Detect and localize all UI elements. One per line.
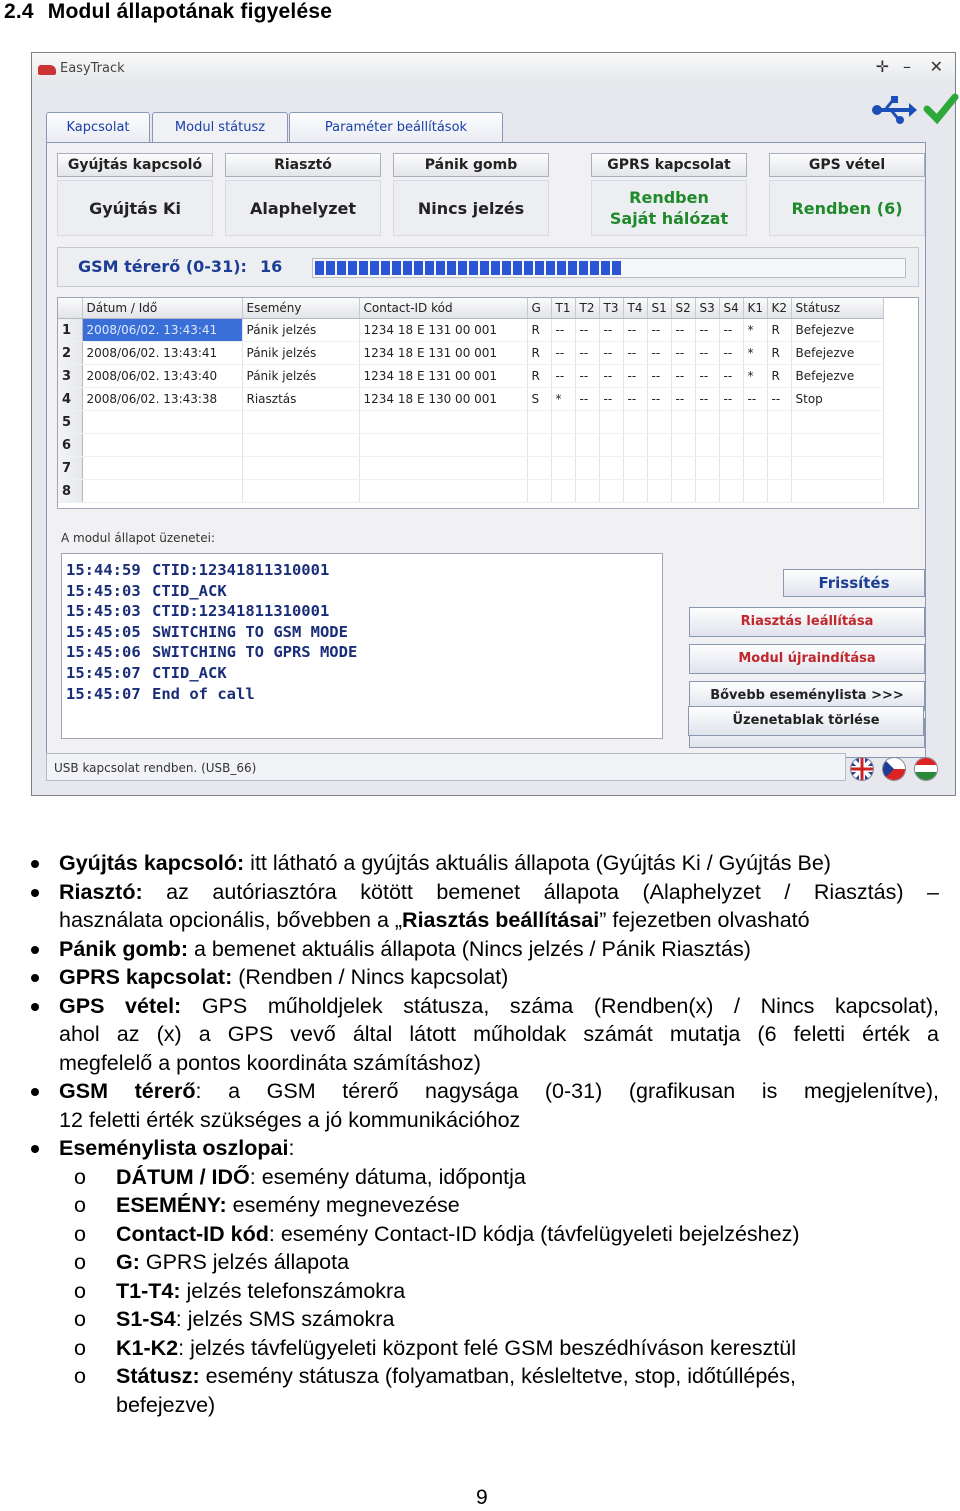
table-cell [575, 480, 599, 503]
table-cell: -- [623, 388, 647, 411]
table-cell: -- [671, 388, 695, 411]
gsm-signal-fill [315, 261, 623, 275]
sub-bullet-icon: o [74, 1307, 86, 1331]
table-cell: * [743, 342, 767, 365]
bullet-line: Pánik gomb: a bemenet aktuális állapota (Nincs jelzés / Pánik Riasztás) [59, 936, 751, 961]
event-grid[interactable] [57, 297, 919, 509]
grid-header-cell[interactable]: G [527, 298, 551, 319]
bullet-line: használata opcionális, bővebben a „Riasztás beállításai” fejezetben olvasható [59, 908, 810, 932]
sub-bullet-icon: o [74, 1221, 86, 1246]
table-cell [82, 434, 242, 457]
table-cell [743, 411, 767, 434]
table-cell [767, 411, 791, 434]
table-row[interactable] [58, 434, 883, 457]
bullet-line: GPRS kapcsolat: (Rendben / Nincs kapcsolat) [59, 965, 509, 989]
grid-header-cell[interactable]: T3 [599, 298, 623, 319]
table-cell [527, 434, 551, 457]
table-cell: -- [695, 342, 719, 365]
flag-uk-icon[interactable] [850, 757, 874, 781]
table-cell: * [743, 365, 767, 388]
module-restart-button[interactable]: Modul újraindítása [689, 644, 925, 674]
status-bar: USB kapcsolat rendben. (USB_66) [46, 753, 846, 781]
table-cell [359, 457, 527, 480]
table-row[interactable] [58, 365, 883, 388]
bullet-item [59, 935, 939, 964]
message-text: CTID_ACK [152, 663, 227, 682]
table-cell [671, 434, 695, 457]
grid-header-row [58, 298, 883, 319]
bullet-line: megfelelő a pontos koordináta számításhoz) [59, 1050, 481, 1075]
gps-status [769, 153, 925, 235]
gsm-label: GSM térerő (0-31): [78, 257, 247, 276]
table-cell: -- [695, 388, 719, 411]
sub-bullet-icon: o [74, 1250, 86, 1274]
table-cell [647, 411, 671, 434]
table-cell [575, 411, 599, 434]
sub-item: o ESEMÉNY: esemény megnevezése [116, 1191, 916, 1220]
grid-header-cell[interactable]: Státusz [791, 298, 883, 319]
table-cell [599, 480, 623, 503]
message-time: 15:45:03 [66, 602, 141, 621]
table-cell: -- [599, 365, 623, 388]
table-cell: 1234 18 E 130 00 001 [359, 388, 527, 411]
section-number: 2.4 [4, 0, 34, 23]
message-line [66, 663, 662, 684]
table-cell [242, 457, 359, 480]
bullet-line: Eseménylista oszlopai: [59, 1136, 295, 1160]
table-cell: -- [575, 319, 599, 342]
table-cell [647, 457, 671, 480]
table-cell [719, 457, 743, 480]
table-cell: -- [647, 365, 671, 388]
table-cell: R [527, 342, 551, 365]
flag-cz-icon[interactable] [882, 757, 906, 781]
table-cell: 2008/06/02. 13:43:38 [82, 388, 242, 411]
table-cell [551, 457, 575, 480]
sub-item: o K1-K2: jelzés távfelügyeleti központ felé GSM beszédhíváson keresztül [116, 1334, 916, 1363]
messages-box[interactable] [61, 553, 663, 739]
alarm-header: Riasztó [225, 153, 381, 177]
table-cell: -- [719, 342, 743, 365]
table-cell: S [527, 388, 551, 411]
tab-parameter-beallitasok[interactable]: Paraméter beállítások [289, 112, 503, 142]
table-cell: R [767, 319, 791, 342]
gps-header: GPS vétel [769, 153, 925, 177]
bullet-item [59, 992, 939, 1078]
table-cell: -- [647, 388, 671, 411]
ignition-status [57, 153, 213, 235]
table-cell [359, 411, 527, 434]
table-cell [791, 480, 883, 503]
table-cell [82, 411, 242, 434]
table-cell [623, 480, 647, 503]
gprs-status [591, 153, 747, 235]
table-cell: * [743, 319, 767, 342]
table-cell [791, 457, 883, 480]
table-cell: -- [599, 319, 623, 342]
table-cell [695, 411, 719, 434]
message-text: CTID_ACK [152, 581, 227, 600]
table-cell [671, 480, 695, 503]
table-cell [719, 411, 743, 434]
table-cell: -- [551, 342, 575, 365]
table-cell [695, 480, 719, 503]
row-number: 6 [58, 434, 82, 457]
grid-header-cell[interactable]: S4 [719, 298, 743, 319]
table-cell: 1234 18 E 131 00 001 [359, 365, 527, 388]
sub-item: o G: GPRS jelzés állapota [116, 1248, 916, 1277]
table-cell: -- [695, 365, 719, 388]
bullet-icon [31, 946, 39, 954]
table-cell [791, 434, 883, 457]
table-cell: -- [599, 388, 623, 411]
table-cell: -- [719, 319, 743, 342]
flag-hu-icon[interactable] [914, 757, 938, 781]
table-row[interactable] [58, 411, 883, 434]
table-row[interactable] [58, 388, 883, 411]
window-title: EasyTrack [60, 61, 125, 76]
grid-header-cell[interactable]: T4 [623, 298, 647, 319]
table-cell [242, 411, 359, 434]
grid-header-cell[interactable]: T2 [575, 298, 599, 319]
grid-header-cell[interactable]: T1 [551, 298, 575, 319]
bullet-line: GPS vétel: GPS műholdjelek státusza, száma (Rendben(x) / Nincs kapcsolat), [59, 993, 939, 1018]
message-time: 15:45:05 [66, 622, 141, 641]
bullet-item [59, 1134, 939, 1163]
usb-icon [871, 95, 917, 125]
sub-bullet-icon: o [74, 1164, 86, 1189]
sub-bullet-icon: o [74, 1193, 86, 1217]
table-row[interactable] [58, 457, 883, 480]
gprs-header: GPRS kapcsolat [591, 153, 747, 177]
sub-item: o S1-S4: jelzés SMS számokra [116, 1305, 916, 1334]
table-cell: -- [623, 365, 647, 388]
table-cell: -- [647, 319, 671, 342]
table-cell: -- [719, 365, 743, 388]
sub-bullet-icon: o [74, 1335, 86, 1360]
table-cell [767, 480, 791, 503]
alarm-status [225, 153, 381, 235]
refresh-button[interactable]: Frissítés [783, 569, 925, 597]
table-cell [575, 457, 599, 480]
table-cell: Pánik jelzés [242, 319, 359, 342]
table-cell: Pánik jelzés [242, 342, 359, 365]
sub-item: o Contact-ID kód: esemény Contact-ID kódja (távfelügyeleti bejelzéshez) [116, 1220, 916, 1249]
row-number: 7 [58, 457, 82, 480]
table-cell [671, 411, 695, 434]
message-text: End of call [152, 684, 255, 703]
bullet-line: Riasztó: az autóriasztóra kötött bemenet állapota (Alaphelyzet / Riasztás) – [59, 879, 939, 904]
table-cell: -- [599, 342, 623, 365]
table-cell [647, 434, 671, 457]
message-line [66, 622, 662, 643]
table-cell: -- [767, 388, 791, 411]
table-cell [527, 480, 551, 503]
app-window [31, 52, 956, 796]
table-cell: -- [551, 319, 575, 342]
message-time: 15:45:06 [66, 643, 141, 662]
clear-messages-button[interactable]: Üzenetablak törlése [688, 706, 924, 736]
table-cell: 2008/06/02. 13:43:41 [82, 342, 242, 365]
message-time: 15:45:07 [66, 684, 141, 703]
table-cell [82, 457, 242, 480]
table-cell: -- [623, 342, 647, 365]
message-text: SWITCHING TO GPRS MODE [152, 643, 358, 662]
table-cell [623, 411, 647, 434]
table-cell: Befejezve [791, 319, 883, 342]
table-row[interactable] [58, 342, 883, 365]
table-cell [791, 411, 883, 434]
grid-header-cell[interactable]: Esemény [242, 298, 359, 319]
table-cell [551, 480, 575, 503]
sub-bullet-icon: o [74, 1364, 86, 1388]
gprs-network: Saját hálózat [609, 209, 729, 228]
table-cell: -- [671, 342, 695, 365]
table-cell [671, 457, 695, 480]
table-cell [551, 411, 575, 434]
panic-value: Nincs jelzés [393, 180, 549, 236]
table-cell: 2008/06/02. 13:43:41 [82, 319, 242, 342]
message-text: CTID:12341811310001 [152, 602, 330, 621]
table-cell: Befejezve [791, 365, 883, 388]
table-cell [575, 434, 599, 457]
table-cell [242, 434, 359, 457]
table-cell [359, 480, 527, 503]
table-cell [695, 434, 719, 457]
table-cell: -- [575, 388, 599, 411]
minimize-icon[interactable]: – [903, 57, 911, 76]
sub-bullet-icon: o [74, 1278, 86, 1303]
table-cell: 1234 18 E 131 00 001 [359, 342, 527, 365]
ignition-header: Gyújtás kapcsoló [57, 153, 213, 177]
alarm-value: Alaphelyzet [225, 180, 381, 236]
table-cell [695, 457, 719, 480]
message-time: 15:45:03 [66, 581, 141, 600]
grid-header-cell[interactable] [58, 298, 82, 319]
sub-item-continuation: befejezve) [116, 1392, 216, 1417]
table-cell [82, 480, 242, 503]
gsm-signal-bar [312, 258, 906, 278]
bullet-item [59, 963, 939, 992]
row-number: 3 [58, 365, 82, 388]
close-icon[interactable]: ✕ [929, 57, 943, 76]
tab-kapcsolat[interactable]: Kapcsolat [46, 112, 150, 142]
table-cell: * [551, 388, 575, 411]
table-cell: R [767, 365, 791, 388]
table-cell: -- [743, 388, 767, 411]
alarm-stop-button[interactable]: Riasztás leállítása [689, 607, 925, 637]
table-cell [599, 434, 623, 457]
panic-status [393, 153, 549, 235]
gps-value: Rendben (6) [769, 180, 925, 236]
grid-header-cell[interactable]: Dátum / Idő [82, 298, 242, 319]
table-cell [242, 480, 359, 503]
message-time: 15:45:07 [66, 663, 141, 682]
table-cell: Riasztás [242, 388, 359, 411]
message-text: CTID:12341811310001 [152, 561, 330, 579]
sub-item: o T1-T4: jelzés telefonszámokra [116, 1277, 916, 1306]
bullet-item [59, 878, 939, 935]
table-cell: Stop [791, 388, 883, 411]
table-cell: Pánik jelzés [242, 365, 359, 388]
message-text: SWITCHING TO GSM MODE [152, 622, 348, 641]
ignition-value: Gyújtás Ki [57, 180, 213, 236]
sub-item: o Státusz: esemény státusza (folyamatban, késleltetve, stop, időtúllépés, befejezve) [116, 1362, 916, 1419]
table-cell [551, 434, 575, 457]
table-cell: -- [623, 319, 647, 342]
table-cell: -- [719, 388, 743, 411]
message-line [66, 601, 662, 622]
resize-icon[interactable]: ✛ [875, 57, 889, 76]
grid-header-cell[interactable]: K1 [743, 298, 767, 319]
message-line [66, 581, 662, 602]
message-line [66, 560, 662, 581]
grid-header-cell[interactable]: Contact-ID kód [359, 298, 527, 319]
table-cell [743, 434, 767, 457]
bullet-line: ahol az (x) a GPS vevő által látott műholdak számát mutatja (6 feletti érték a [59, 1022, 939, 1046]
table-cell [743, 457, 767, 480]
event-list-button[interactable]: Bővebb eseménylista >>> [689, 681, 925, 711]
table-cell: -- [695, 319, 719, 342]
bullet-item [59, 1077, 939, 1134]
bullet-item [59, 849, 939, 878]
table-cell [599, 457, 623, 480]
table-cell [623, 457, 647, 480]
title-bar [32, 53, 955, 85]
row-number: 2 [58, 342, 82, 365]
page-number: 9 [476, 1486, 488, 1509]
tab-modul-statusz[interactable]: Modul státusz [152, 112, 288, 144]
table-cell [719, 480, 743, 503]
row-number: 5 [58, 411, 82, 434]
table-cell [359, 434, 527, 457]
table-cell [623, 434, 647, 457]
bullet-icon [31, 1003, 39, 1011]
row-number: 1 [58, 319, 82, 342]
bullet-icon [31, 860, 39, 868]
messages-caption: A modul állapot üzenetei: [61, 531, 216, 545]
table-cell [527, 411, 551, 434]
row-number: 4 [58, 388, 82, 411]
gprs-value: Rendben [629, 188, 709, 207]
gsm-signal [57, 247, 919, 287]
status-panel [46, 142, 926, 758]
message-line [66, 642, 662, 663]
table-cell [767, 457, 791, 480]
grid-header-cell[interactable]: S1 [647, 298, 671, 319]
panic-header: Pánik gomb [393, 153, 549, 177]
grid-header-cell[interactable]: K2 [767, 298, 791, 319]
car-logo-icon [38, 65, 56, 75]
table-cell: 2008/06/02. 13:43:40 [82, 365, 242, 388]
table-cell: -- [671, 319, 695, 342]
table-cell [599, 411, 623, 434]
table-cell: Befejezve [791, 342, 883, 365]
bullet-line: GSM térerő: a GSM térerő nagysága (0-31) (grafikusan is megjelenítve), [59, 1079, 939, 1103]
table-cell: -- [575, 342, 599, 365]
section-title: Modul állapotának figyelése [47, 0, 333, 23]
grid-header-cell[interactable]: S2 [671, 298, 695, 319]
table-cell [719, 434, 743, 457]
gsm-value: 16 [260, 257, 283, 276]
sub-item: o DÁTUM / IDŐ: esemény dátuma, időpontja [116, 1163, 916, 1192]
table-row[interactable] [58, 319, 883, 342]
section-heading [4, 0, 332, 24]
table-cell [767, 434, 791, 457]
table-cell: R [527, 365, 551, 388]
bullet-icon [31, 1145, 39, 1153]
table-cell [743, 480, 767, 503]
bullet-icon [31, 1088, 39, 1096]
table-cell: -- [551, 365, 575, 388]
bullet-icon [31, 974, 39, 982]
table-cell: -- [671, 365, 695, 388]
row-number: 8 [58, 480, 82, 503]
bullet-icon [31, 889, 39, 897]
check-icon [923, 91, 959, 127]
table-cell: -- [575, 365, 599, 388]
table-row[interactable] [58, 480, 883, 503]
message-time: 15:44:59 [66, 561, 141, 579]
grid-header-cell[interactable]: S3 [695, 298, 719, 319]
table-cell [647, 480, 671, 503]
bullet-line: Gyújtás kapcsoló: itt látható a gyújtás aktuális állapota (Gyújtás Ki / Gyújtás Be) [59, 851, 831, 875]
bullet-line: 12 feletti érték szükséges a jó kommunikációhoz [59, 1107, 521, 1132]
message-line [66, 684, 662, 705]
table-cell: R [527, 319, 551, 342]
table-cell [527, 457, 551, 480]
table-cell: R [767, 342, 791, 365]
gprs-value-box [591, 180, 747, 236]
table-cell: -- [647, 342, 671, 365]
table-cell: 1234 18 E 131 00 001 [359, 319, 527, 342]
